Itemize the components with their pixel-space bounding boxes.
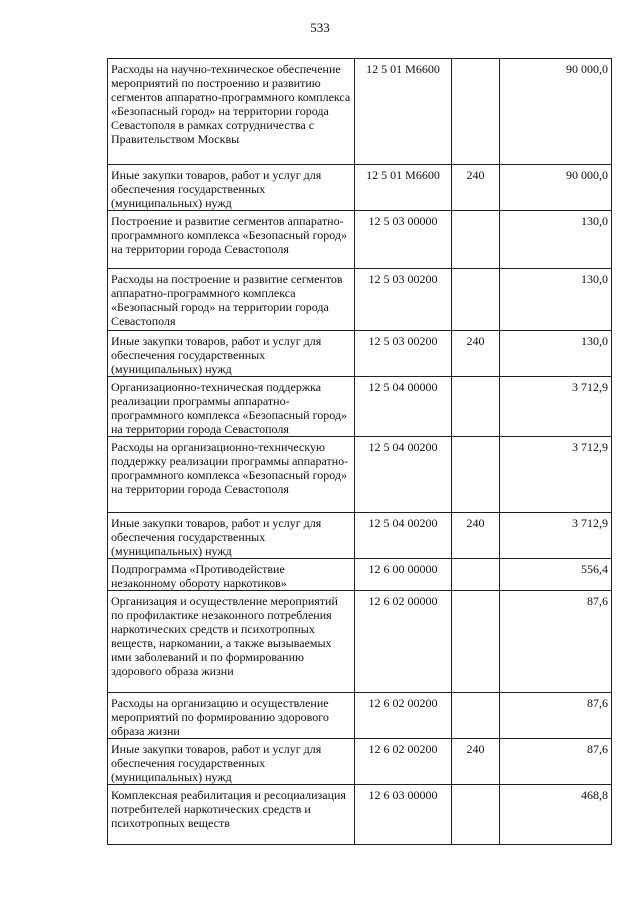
row-type — [452, 559, 500, 591]
row-type — [452, 269, 500, 331]
row-name: Подпрограмма «Противодействие незаконному обороту наркотиков» — [108, 559, 355, 591]
row-type — [452, 377, 500, 437]
row-code: 12 5 04 00200 — [355, 437, 452, 513]
row-type — [452, 591, 500, 693]
row-sum: 3 712,9 — [500, 377, 612, 437]
row-name: Иные закупки товаров, работ и услуг для обеспечения государственных (муниципальных) нужд — [108, 165, 355, 211]
row-type — [452, 693, 500, 739]
row-type: 240 — [452, 739, 500, 785]
row-code: 12 6 02 00200 — [355, 739, 452, 785]
row-name: Расходы на организационно-техническую поддержку реализации программы аппаратно-программного комплекса «Безопасный город» на территории города Севастополя — [108, 437, 355, 513]
row-code: 12 6 02 00200 — [355, 693, 452, 739]
row-code: 12 6 00 00000 — [355, 559, 452, 591]
row-sum: 130,0 — [500, 211, 612, 269]
row-sum: 556,4 — [500, 559, 612, 591]
table-row — [108, 165, 612, 211]
row-name: Организация и осуществление мероприятий по профилактике незаконного потребления наркотических средств и психотропных веществ, наркомании, а также вызываемых ими заболеваний и по формированию здорового образа жизни — [108, 591, 355, 693]
budget-table — [107, 58, 612, 845]
row-name: Расходы на построение и развитие сегментов аппаратно-программного комплекса «Безопасный город» на территории города Севастополя — [108, 269, 355, 331]
row-sum: 87,6 — [500, 591, 612, 693]
row-code: 12 5 03 00200 — [355, 331, 452, 377]
table-row — [108, 211, 612, 269]
row-type: 240 — [452, 513, 500, 559]
row-code: 12 5 03 00000 — [355, 211, 452, 269]
table-row — [108, 59, 612, 165]
row-type — [452, 211, 500, 269]
row-name: Иные закупки товаров, работ и услуг для обеспечения государственных (муниципальных) нужд — [108, 739, 355, 785]
row-code: 12 6 02 00000 — [355, 591, 452, 693]
table-row — [108, 377, 612, 437]
row-sum: 90 000,0 — [500, 165, 612, 211]
table-row — [108, 785, 612, 845]
row-name: Иные закупки товаров, работ и услуг для обеспечения государственных (муниципальных) нужд — [108, 331, 355, 377]
row-code: 12 5 01 М6600 — [355, 59, 452, 165]
row-code: 12 5 03 00200 — [355, 269, 452, 331]
row-sum: 468,8 — [500, 785, 612, 845]
row-name: Иные закупки товаров, работ и услуг для обеспечения государственных (муниципальных) нужд — [108, 513, 355, 559]
table-row — [108, 331, 612, 377]
table-row — [108, 591, 612, 693]
table-row — [108, 437, 612, 513]
row-type — [452, 437, 500, 513]
row-sum: 3 712,9 — [500, 437, 612, 513]
row-sum: 87,6 — [500, 693, 612, 739]
row-name: Построение и развитие сегментов аппаратно-программного комплекса «Безопасный город» на территории города Севастополя — [108, 211, 355, 269]
row-code: 12 6 03 00000 — [355, 785, 452, 845]
row-sum: 130,0 — [500, 269, 612, 331]
table-row — [108, 739, 612, 785]
row-name: Комплексная реабилитация и ресоциализация потребителей наркотических средств и психотропных веществ — [108, 785, 355, 845]
table-row — [108, 559, 612, 591]
table-row — [108, 693, 612, 739]
row-type — [452, 59, 500, 165]
table-row — [108, 269, 612, 331]
row-code: 12 5 04 00000 — [355, 377, 452, 437]
row-type — [452, 785, 500, 845]
row-sum: 87,6 — [500, 739, 612, 785]
row-sum: 3 712,9 — [500, 513, 612, 559]
row-code: 12 5 04 00200 — [355, 513, 452, 559]
table-row — [108, 513, 612, 559]
row-type: 240 — [452, 331, 500, 377]
row-sum: 130,0 — [500, 331, 612, 377]
row-type: 240 — [452, 165, 500, 211]
page-number: 533 — [310, 20, 330, 35]
row-sum: 90 000,0 — [500, 59, 612, 165]
row-code: 12 5 01 М6600 — [355, 165, 452, 211]
row-name: Расходы на организацию и осуществление мероприятий по формированию здорового образа жизни — [108, 693, 355, 739]
row-name: Организационно-техническая поддержка реализации программы аппаратно-программного комплекса «Безопасный город» на территории города Севастополя — [108, 377, 355, 437]
row-name: Расходы на научно-техническое обеспечение мероприятий по построению и развитию сегментов аппаратно-программного комплекса «Безопасный город» на территории города Севастополя в рамках сотрудничества с Правительством Москвы — [108, 59, 355, 165]
